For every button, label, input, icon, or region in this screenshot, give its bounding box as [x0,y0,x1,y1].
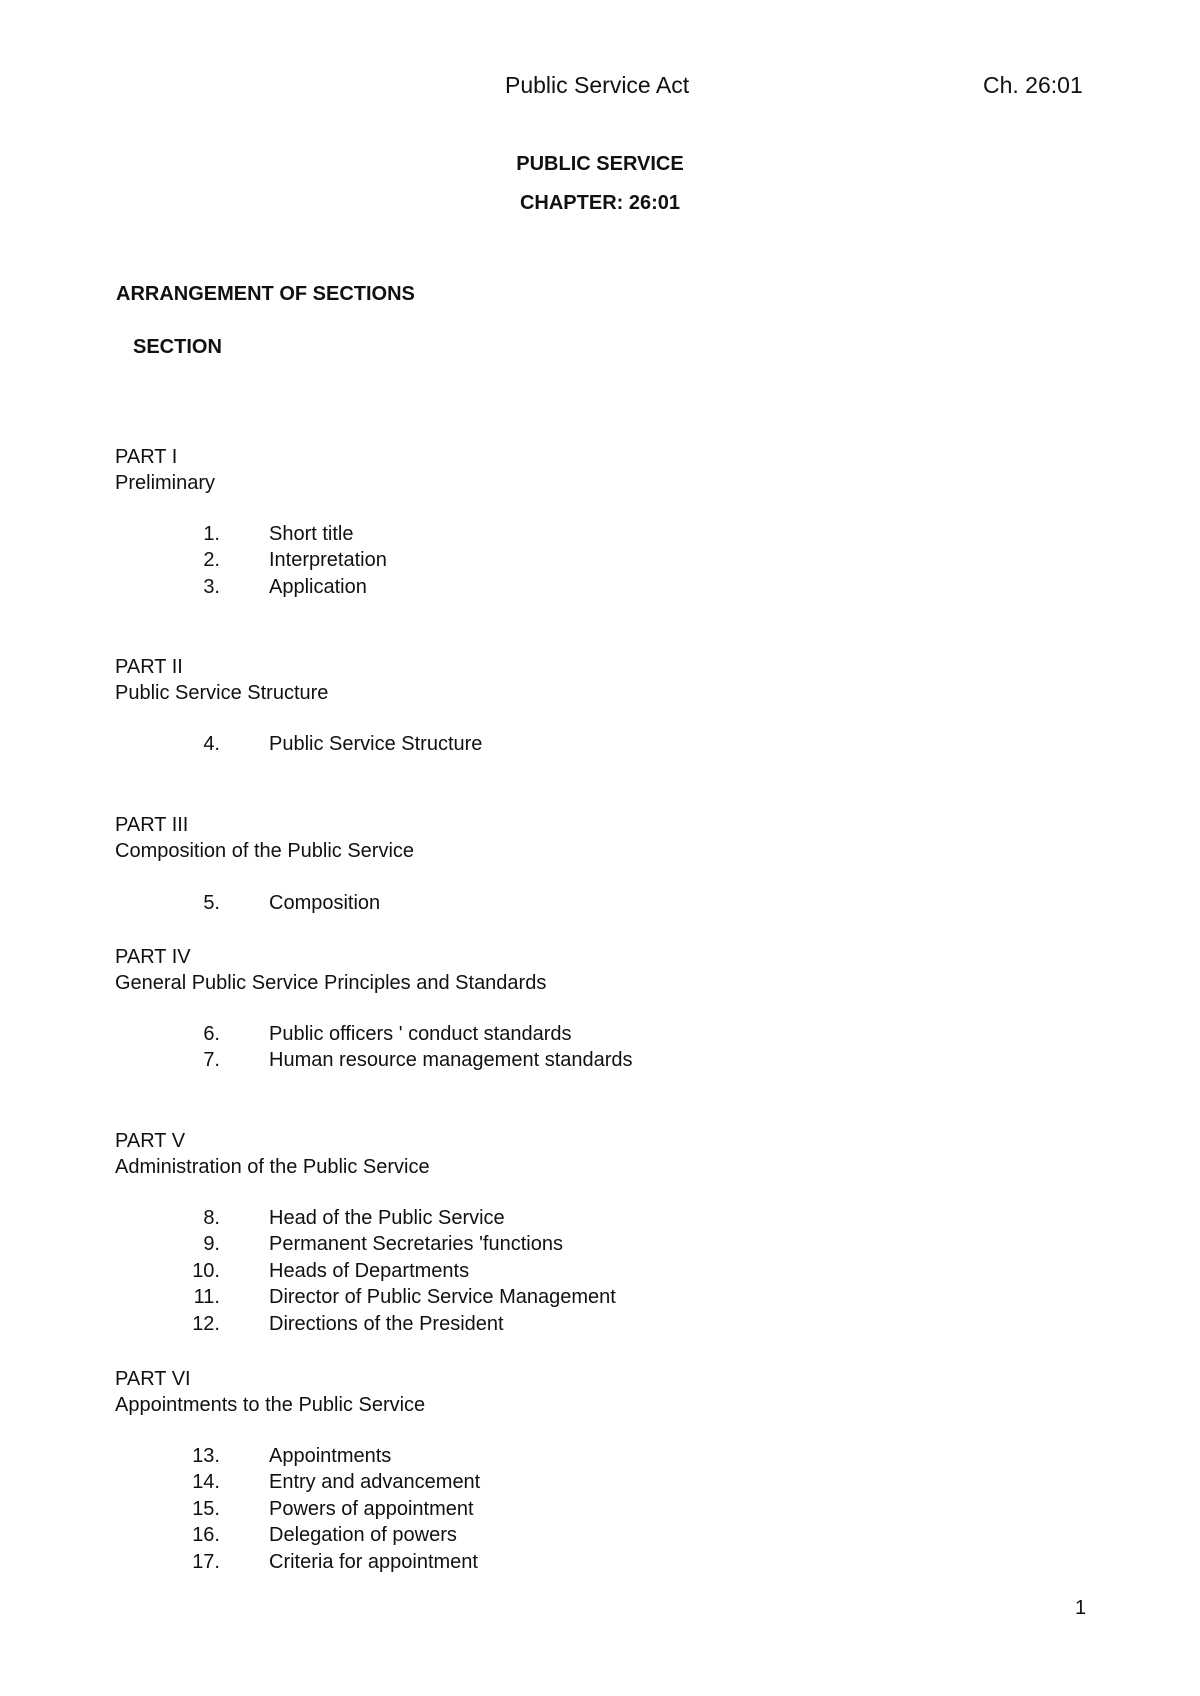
section-title: Entry and advancement [269,1471,481,1494]
document-title: PUBLIC SERVICE [516,153,684,175]
section-title: Criteria for appointment [269,1550,478,1573]
section-number: 12. [192,1312,220,1335]
part-title: Preliminary [115,472,216,494]
part-label: PART I [115,446,178,468]
section-number: 8. [203,1207,220,1229]
section-entry [0,1549,800,1575]
section-entry [0,1522,800,1548]
section-entry [0,1047,800,1073]
section-title: Delegation of powers [269,1524,457,1547]
section-title: Powers of appointment [269,1497,474,1520]
section-number: 14. [192,1471,220,1494]
section-title: Public Service Structure [269,733,483,755]
part-heading [115,1366,425,1418]
section-number: 13. [192,1445,220,1467]
section-number: 15. [192,1497,220,1520]
section-entry [0,1311,800,1337]
section-title: Short title [269,523,354,545]
section-number: 3. [203,575,220,598]
section-number: 11. [193,1286,220,1309]
section-number: 2. [203,549,220,572]
arrangement-heading: ARRANGEMENT OF SECTIONS [116,283,415,305]
section-entry [0,1021,800,1047]
running-header-title: Public Service Act [505,72,690,98]
section-entry [0,547,800,573]
part-label: PART II [115,656,183,678]
section-title: Composition [269,892,381,914]
section-list [0,521,800,600]
section-title: Human resource management standards [269,1049,633,1072]
section-number: 6. [203,1023,220,1045]
section-entry [0,1205,800,1231]
section-number: 1. [203,523,220,545]
running-header-chapter: Ch. 26:01 [983,72,1083,98]
section-list [0,890,800,916]
part-label: PART V [115,1130,186,1152]
part-heading [115,812,414,864]
section-entry [0,1443,800,1469]
section-entry [0,731,800,757]
section-list [0,1021,800,1074]
section-list [0,731,800,757]
part-title: Composition of the Public Service [115,840,415,862]
section-entry [0,1469,800,1495]
part-label: PART VI [115,1368,191,1390]
part-title: Appointments to the Public Service [115,1394,426,1416]
section-number: 7. [203,1049,220,1072]
section-number: 5. [203,892,220,914]
section-entry [0,574,800,600]
section-title: Appointments [269,1445,392,1467]
section-entry [0,1284,800,1310]
part-heading [115,444,215,496]
section-list [0,1205,800,1337]
section-number: 4. [203,733,220,755]
part-label: PART IV [115,946,191,968]
section-title: Public officers ' conduct standards [269,1023,572,1045]
section-entry [0,1496,800,1522]
part-heading [115,1128,430,1180]
section-number: 16. [192,1524,220,1547]
part-heading [115,654,328,706]
part-title: General Public Service Principles and Standards [115,972,547,994]
section-title: Director of Public Service Management [269,1286,616,1309]
part-title: Public Service Structure [115,682,329,704]
section-list [0,1443,800,1575]
part-heading [115,944,546,996]
section-entry [0,1258,800,1284]
section-entry [0,1231,800,1257]
section-entry [0,521,800,547]
section-entry [0,890,800,916]
document-chapter: CHAPTER: 26:01 [519,192,681,214]
page-number: 1 [1075,1597,1087,1619]
section-number: 9. [203,1233,220,1256]
part-label: PART III [115,814,189,836]
section-column-heading: SECTION [133,336,222,358]
section-title: Directions of the President [269,1312,504,1335]
part-title: Administration of the Public Service [115,1156,430,1178]
section-title: Head of the Public Service [269,1207,505,1229]
section-title: Application [269,575,367,598]
section-number: 10. [192,1259,220,1282]
section-title: Permanent Secretaries 'functions [269,1233,563,1256]
section-title: Interpretation [269,549,387,572]
section-number: 17. [192,1550,220,1573]
section-title: Heads of Departments [269,1259,470,1282]
